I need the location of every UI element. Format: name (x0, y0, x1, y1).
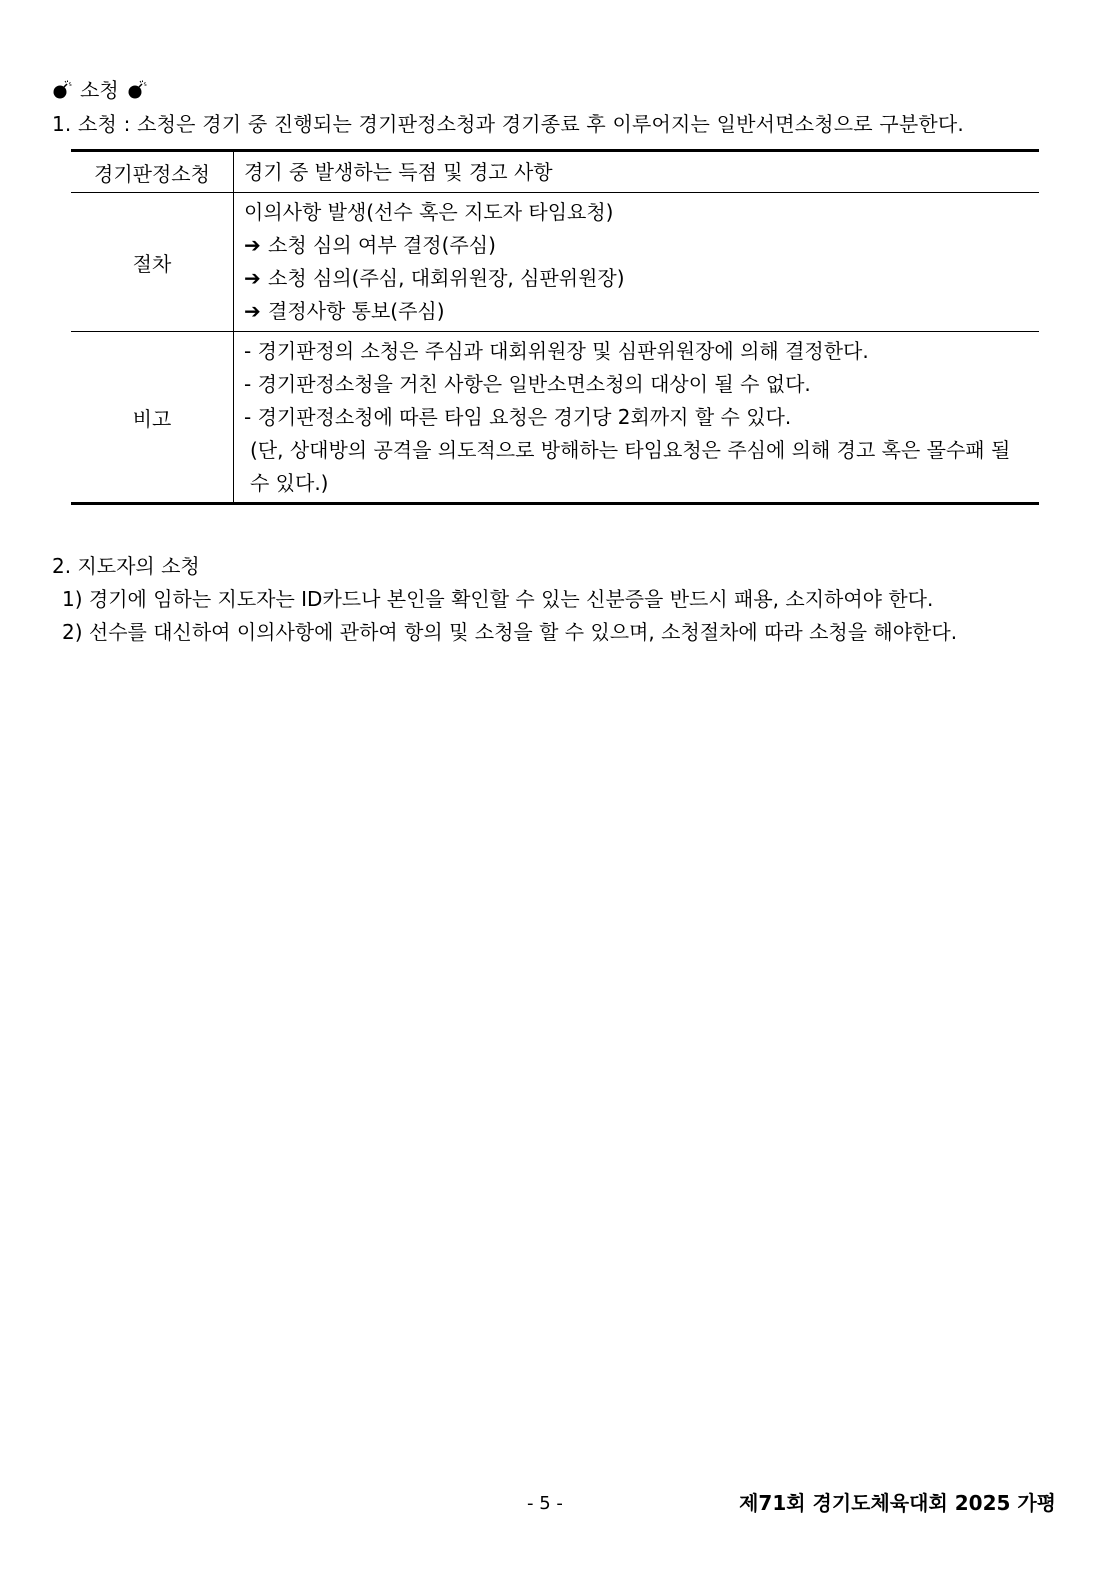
table-row (71, 193, 1039, 332)
footer-title: 제71회 경기도체육대회 2025 가평 (739, 1491, 1056, 1515)
remark-item: - 경기판정소청을 거친 사항은 일반소면소청의 대상이 될 수 없다. (244, 371, 811, 396)
arrow-right-icon: ➔ (244, 233, 261, 257)
procedure-step: 이의사항 발생(선수 혹은 지도자 타임요청) (244, 200, 614, 224)
row-label: 비고 (71, 332, 234, 504)
bomb-icon (52, 80, 72, 100)
list-item: 1) 경기에 임하는 지도자는 ID카드나 본인을 확인할 수 있는 신분증을 반드시 패용, 소지하여야 한다. (62, 587, 934, 611)
row-label: 절차 (71, 193, 234, 332)
page-number: - 5 - (527, 1493, 563, 1514)
heading-label: 소청 (80, 78, 119, 102)
procedure-step: ➔ 소청 심의 여부 결정(주심) (244, 229, 1031, 262)
row-label: 경기판정소청 (71, 151, 234, 193)
table-row (71, 332, 1039, 504)
intro-paragraph: 1. 소청 : 소청은 경기 중 진행되는 경기판정소청과 경기종료 후 이루어지는 일반서면소청으로 구분한다. (52, 112, 964, 136)
section-heading (52, 76, 147, 104)
table-row (71, 151, 1039, 193)
procedure-step: ➔ 결정사항 통보(주심) (244, 295, 1031, 328)
row-content-text: 경기 중 발생하는 득점 및 경고 사항 (244, 159, 553, 184)
protest-table (71, 149, 1039, 505)
arrow-right-icon: ➔ (244, 299, 261, 323)
arrow-right-icon: ➔ (244, 266, 261, 290)
bomb-icon (127, 80, 147, 100)
list-item: 2) 선수를 대신하여 이의사항에 관하여 항의 및 소청을 할 수 있으며, 소청절차에 따라 소청을 해야한다. (62, 620, 958, 644)
section-title: 2. 지도자의 소청 (52, 554, 200, 578)
remark-item: - 경기판정소청에 따른 타임 요청은 경기당 2회까지 할 수 있다. (244, 404, 792, 429)
remark-item: - 경기판정의 소청은 주심과 대회위원장 및 심판위원장에 의해 결정한다. (244, 338, 869, 363)
procedure-step: ➔ 소청 심의(주심, 대회위원장, 심판위원장) (244, 262, 1031, 295)
procedure-list (234, 193, 1040, 332)
remarks-list (234, 332, 1040, 504)
row-content (234, 151, 1040, 193)
remark-item: (단, 상대방의 공격을 의도적으로 방해하는 타임요청은 주심에 의해 경고 혹은 몰수패 될 수 있다.) (250, 437, 1011, 495)
coach-protest-section (52, 550, 957, 649)
